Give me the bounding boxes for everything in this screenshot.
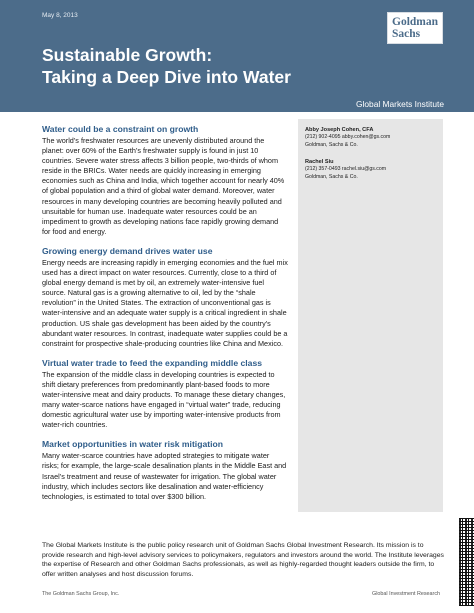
section-body: The expansion of the middle class in developing countries is expected to shift dietary preferences from predominantly plant-based foods to more water-intensive meat and dairy products. To manage these dietary changes, many water-scarce nations have engaged in “virtual water” trade, reducing domestic agricultural water use by importing water-intensive products from water-rich countries. — [42, 369, 286, 430]
goldman-sachs-logo — [387, 12, 443, 44]
footer-division: Global Investment Research — [372, 591, 441, 597]
barcode-image — [459, 518, 474, 606]
author-firm: Goldman, Sachs & Co. — [305, 173, 358, 180]
header-banner — [0, 0, 474, 112]
author-firm: Goldman, Sachs & Co. — [305, 141, 358, 148]
author-name: Rachel Siu — [305, 159, 334, 165]
institute-mission: The Global Markets Institute is the public policy research unit of Goldman Sachs Global Investment Research. Its mission is to provide research and high-level advisory services to policymakers, regulators and investors around the world. The Institute leverages the expertise of Research and other Goldman Sachs professionals, as well as highly-regarded thought leaders outside the firm, to offer written analyses and host discussion forums. — [42, 542, 444, 578]
section-heading: Virtual water trade to feed the expanding middle class — [42, 357, 262, 368]
institute-name: Global Markets Institute — [356, 99, 444, 109]
section-body: Many water-scarce countries have adopted strategies to mitigate water risks; for example, the large-scale desalination plants in the Middle East and Israel’s treatment and reuse of wastewater for irrigation. The global water industry, which includes sectors like desalination and water-efficiency technologies, is estimated to total over $300 billion. — [42, 451, 287, 501]
logo-line-1: Goldman — [392, 16, 439, 28]
report-title — [42, 44, 291, 88]
section-body: Energy needs are increasing rapidly in emerging economies and the fuel mix used has a direct impact on water resources. Currently, close to a third of global energy demand is met by oil, an extremely water-intensive fuel source. Natural gas is a growing alternative to oil, led by the “shale revolution” in the United States. The extraction of unconventional gas is water-intensive and an adequate water supply is a critical ingredient in shale production. US shale gas development has been aided by the country’s abundant water resources. In contrast, inadequate water supplies could be a constraint for prospective shale-producing countries like China and Mexico. — [42, 257, 288, 348]
report-date: May 8, 2013 — [42, 12, 78, 19]
footer-company: The Goldman Sachs Group, Inc. — [42, 591, 120, 597]
title-line-1: Sustainable Growth: — [42, 45, 213, 65]
author-name: Abby Joseph Cohen, CFA — [305, 127, 374, 133]
title-line-2: Taking a Deep Dive into Water — [42, 67, 291, 87]
section-heading: Market opportunities in water risk mitigation — [42, 439, 223, 450]
logo-line-2: Sachs — [392, 28, 421, 40]
section-body: The world’s freshwater resources are unevenly distributed around the planet: over 60% of the Earth’s freshwater supply is found in just 10 countries. Severe water stress affects 3 billion people, two-thirds of whom reside in the BRICs. Water needs are quickly increasing in emerging economies such as China and India, which together account for nearly 40% of global population and a third of global water demand. Moreover, water resources in many developing countries are becoming heavily polluted and unsuitable for human use. Inadequate water resources could be an impediment to growth as developing nations face rapidly growing demand for food and energy. — [42, 136, 285, 236]
logo-text — [392, 16, 440, 40]
section-heading: Water could be a constraint on growth — [42, 124, 199, 134]
author-block — [305, 127, 390, 149]
author-block — [305, 159, 386, 181]
main-content — [42, 124, 288, 511]
author-contact[interactable]: (212) 902-4095 abby.cohen@gs.com — [305, 134, 391, 141]
section-heading: Growing energy demand drives water use — [42, 245, 213, 256]
author-contact[interactable]: (212) 357-0493 rachel.siu@gs.com — [305, 166, 387, 173]
author-sidebar — [298, 119, 443, 512]
